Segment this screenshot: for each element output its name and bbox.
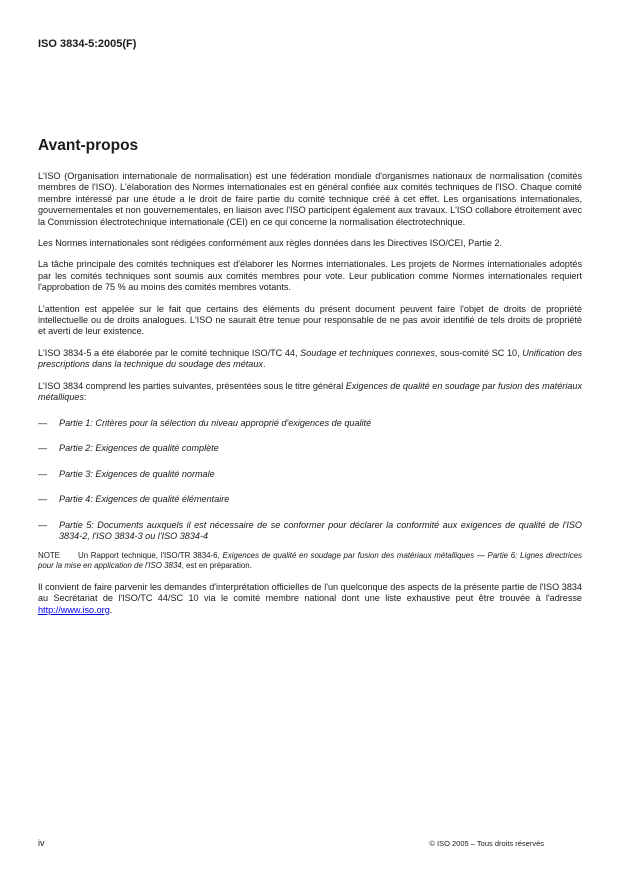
list-item-part-3 (38, 469, 582, 480)
foreword-body (38, 171, 582, 626)
text-span: L'ISO 3834 comprend les parties suivantes, présentées sous le titre général (38, 380, 346, 391)
dash-bullet: — (38, 417, 48, 428)
list-item-part-1 (38, 418, 582, 429)
text-span: . (109, 604, 113, 615)
note (38, 551, 582, 572)
text-span: Un Rapport technique, l'ISO/TR 3834-6, (78, 550, 223, 560)
paragraph-interpretation (38, 582, 582, 616)
part-label: Partie 4: Exigences de qualité élémentaire (59, 494, 230, 505)
committee-title: Soudage et techniques connexes (300, 347, 435, 358)
dash-bullet: — (38, 468, 48, 479)
part-label: Partie 2: Exigences de qualité complète (59, 443, 219, 454)
parts-list (38, 418, 582, 543)
page-number: iv (38, 838, 45, 848)
text-span: : (84, 392, 87, 403)
part-label: Partie 5: Documents auxquels il est nécessaire de se conformer pour déclarer la conformité aux exigences de qualité de l'ISO 3834-2, l'ISO 3834-3 ou l'ISO 3834-4 (59, 519, 582, 542)
copyright-notice: © ISO 2005 – Tous droits réservés (429, 839, 544, 848)
dash-bullet: — (38, 519, 48, 530)
section-title: Avant-propos (38, 137, 139, 154)
paragraph-iso-intro: L'ISO (Organisation internationale de normalisation) est une fédération mondiale d'organismes nationaux de normalisation (comités membres de l'ISO). L'élaboration des Normes internationales est en général confiée aux comités techniques de l'ISO. Chaque comité membre intéressé par une étude a le droit de faire partie du comité technique créé à cet effet. Les organisations internationales, gouvernementales et non gouvernementales, en liaison avec l'ISO participent également aux travaux. L'ISO collabore étroitement avec la Commission électrotechnique internationale (CEI) en ce qui concerne la normalisation électrotechnique. (38, 171, 582, 227)
part-label: Partie 1: Critères pour la sélection du niveau approprié d'exigences de qualité (59, 417, 372, 428)
list-item-part-2 (38, 443, 582, 454)
iso-website-link[interactable]: http://www.iso.org (38, 604, 110, 615)
text-span: , sous-comité SC 10, (434, 347, 523, 358)
paragraph-prepared-by (38, 348, 582, 371)
note-label: NOTE (38, 550, 60, 560)
text-span: . (262, 359, 266, 370)
list-item-part-4 (38, 494, 582, 505)
paragraph-patent-rights: L'attention est appelée sur le fait que certains des éléments du présent document peuvent faire l'objet de droits de propriété intellectuelle ou de droits analogues. L'ISO ne saurait être tenue pour responsable de ne pas avoir identifié de tels droits de propriété et averti de leur existence. (38, 303, 582, 337)
list-item-part-5 (38, 520, 582, 543)
text-span: L'ISO 3834-5 a été élaborée par le comité technique ISO/TC 44, (38, 347, 301, 358)
text-span: Il convient de faire parvenir les demandes d'interprétation officielles de l'un quelconque des aspects de la présente partie de l'ISO 3834 au Secrétariat de l'ISO/TC 44/SC 10 via le comité membre national dont une liste exhaustive peut être trouvée à l'adresse (38, 581, 582, 604)
dash-bullet: — (38, 494, 48, 505)
subcommittee-title: Unification des prescriptions dans la technique du soudage des métaux (38, 347, 582, 370)
paragraph-directives: Les Normes internationales sont rédigées conformément aux règles données dans les Directives ISO/CEI, Partie 2. (38, 238, 503, 249)
series-title: Exigences de qualité en soudage par fusion des matériaux métalliques (38, 380, 582, 403)
document-id-header: ISO 3834-5:2005(F) (38, 38, 137, 50)
note-report-title: Exigences de qualité en soudage par fusion des matériaux métalliques — Partie 6: Lignes directrices pour la mise en application de l'ISO 3834 (38, 550, 583, 571)
dash-bullet: — (38, 443, 48, 454)
text-span: , est en préparation. (181, 561, 252, 571)
part-label: Partie 3: Exigences de qualité normale (59, 468, 215, 479)
paragraph-technical-committees: La tâche principale des comités techniques est d'élaborer les Normes internationales. Les projets de Normes internationales adoptés par les comités techniques sont soumis aux comités membres pour vote. Leur publication comme Normes internationales requiert l'approbation de 75 % au moins des comités membres votants. (38, 259, 582, 293)
paragraph-parts-intro (38, 381, 582, 404)
